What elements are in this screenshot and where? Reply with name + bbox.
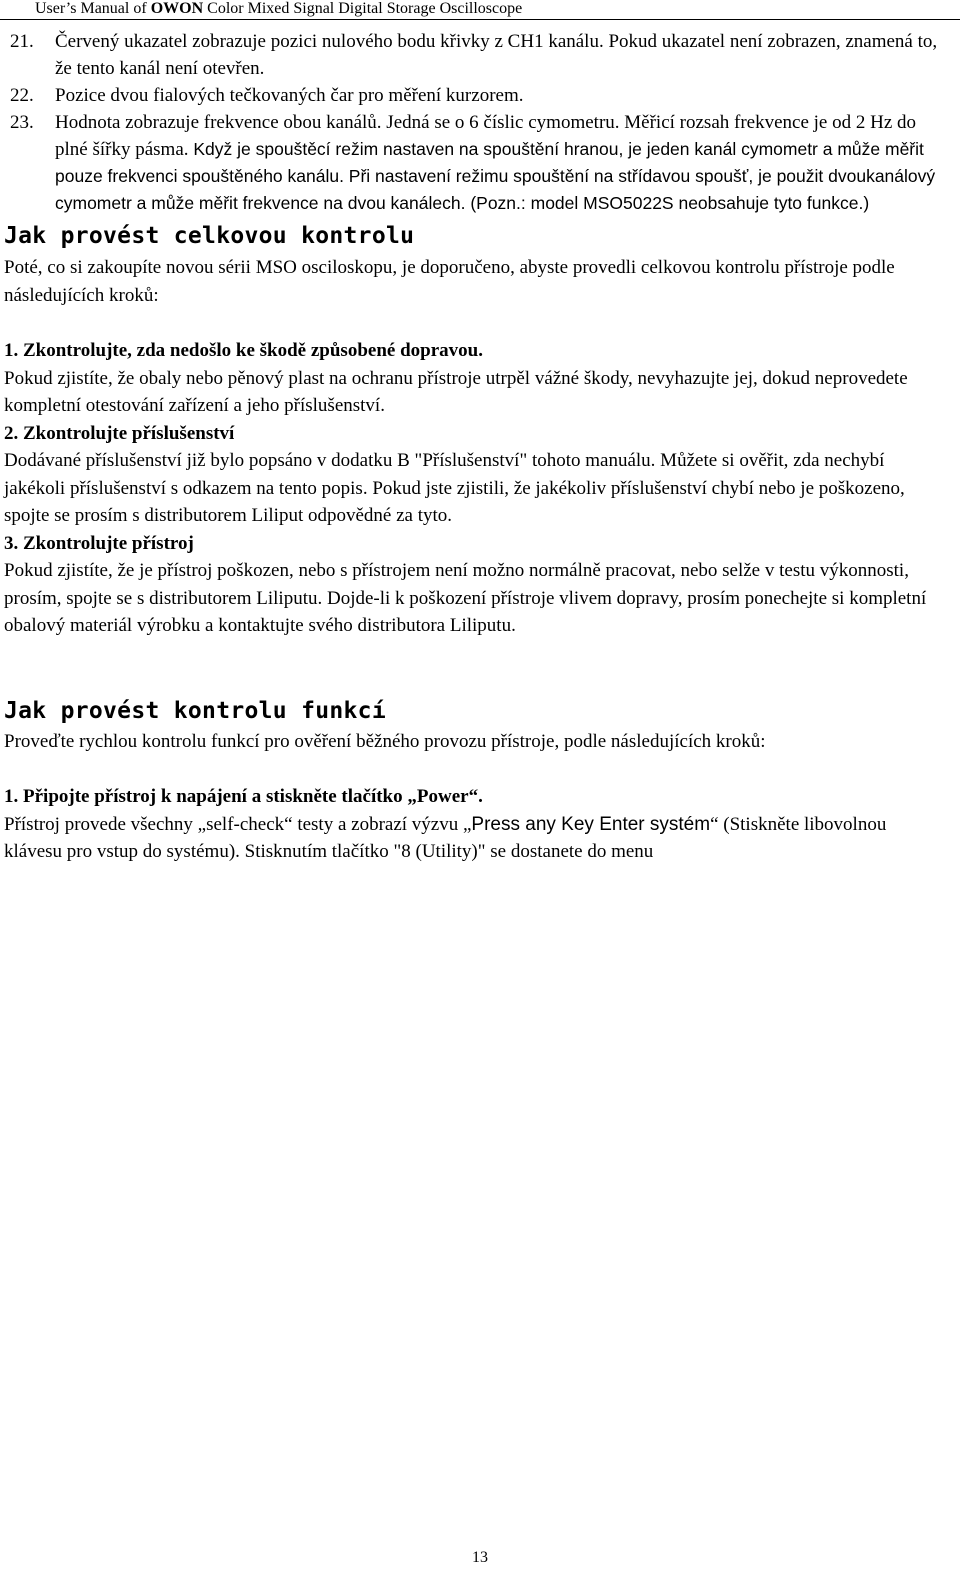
list-item-number: 21. [10, 31, 34, 52]
header-suffix: Color Mixed Signal Digital Storage Oscilloscope [203, 0, 523, 17]
step-title: 2. Zkontrolujte příslušenství [4, 422, 235, 444]
page-number: 13 [472, 1549, 488, 1566]
header-prefix: User’s Manual of [35, 0, 151, 17]
step-text-part: “ (Stiskněte libovolnou klávesu pro vstup do systému). Stisknutím tlačítko "8 (Utility)" se dostanete do menu [4, 813, 887, 862]
list-item-22 [0, 82, 960, 109]
list-item-text-continued: Když je spouštěcí režim nastaven na spouštění hranou, je jeden kanál cymometr a může měřit pouze frekvenci spouštěného kanálu. Při nastavení režimu spouštění na střídavou spoušť, je použit dvoukanálový cymometr a může měřit frekvence na dvou kanálech. (Pozn.: model MSO5022S neobsahuje tyto funkce.) [55, 139, 936, 213]
step-text: Dodávané příslušenství již bylo popsáno v dodatku B "Příslušenství" tohoto manuálu. Můžete si ověřit, zda nechybí jakékoli příslušenství s odkazem na tento popis. Pokud jste zjistili, že jakékoliv příslušenství chybí nebo je poškozeno, spojte se prosím s distributorem Liliput odpovědné za tyto. [4, 450, 905, 526]
step-text [0, 811, 960, 866]
section-heading-overall-check: Jak provést celkovou kontrolu [4, 223, 415, 249]
system-prompt-text: Press any Key Enter systém [471, 813, 711, 835]
list-item-number: 23. [10, 112, 34, 133]
list-item-text: Hodnota zobrazuje frekvence obou kanálů. Jedná se o 6 číslic cymometru. Měřicí rozsah frekvence je od 2 Hz do plné šířky pásma. [55, 112, 917, 160]
list-item-text-wrap [28, 109, 950, 217]
list-item-21 [0, 28, 960, 82]
step-title: 1. Připojte přístroj k napájení a stiskněte tlačítko „Power“. [4, 786, 483, 807]
list-item-number: 22. [10, 85, 34, 106]
list-item-23 [0, 109, 960, 217]
section-intro: Poté, co si zakoupíte novou sérii MSO osciloskopu, je doporučeno, abyste provedli celkovou kontrolu přístroje podle následujících kroků: [4, 257, 895, 306]
section-heading-function-check: Jak provést kontrolu funkcí [4, 697, 386, 724]
step-text-part: Přístroj provede všechny „self-check“ testy a zobrazí výzvu „ [4, 813, 472, 835]
section-intro: Proveďte rychlou kontrolu funkcí pro ověření běžného provozu přístroje, podle následujících kroků: [4, 730, 766, 752]
page-content [0, 28, 960, 866]
step-title: 1. Zkontrolujte, zda nedošlo ke škodě způsobené dopravou. [4, 340, 483, 361]
step-title: 3. Zkontrolujte přístroj [4, 532, 194, 554]
step-text: Pokud zjistíte, že obaly nebo pěnový plast na ochranu přístroje utrpěl vážné škody, nevyhazujte jej, dokud neprovedete kompletní otestování zařízení a jeho příslušenství. [4, 367, 908, 416]
list-item-text: Červený ukazatel zobrazuje pozici nulového bodu křivky z CH1 kanálu. Pokud ukazatel není zobrazen, znamená to, že tento kanál není otevřen. [55, 31, 938, 79]
header-brand: OWON [150, 0, 204, 17]
page-header [0, 0, 960, 20]
step-text: Pokud zjistíte, že je přístroj poškozen, nebo s přístrojem není možno normálně pracovat, nebo selže v testu výkonnosti, prosím, spojte se s distributorem Liliputu. Dojde-li k poškození přístroje vlivem dopravy, prosím ponechejte si kompletní obalový materiál výrobku a kontaktujte svého distributora Liliputu. [4, 560, 927, 636]
list-item-text: Pozice dvou fialových tečkovaných čar pro měření kurzorem. [55, 85, 524, 106]
